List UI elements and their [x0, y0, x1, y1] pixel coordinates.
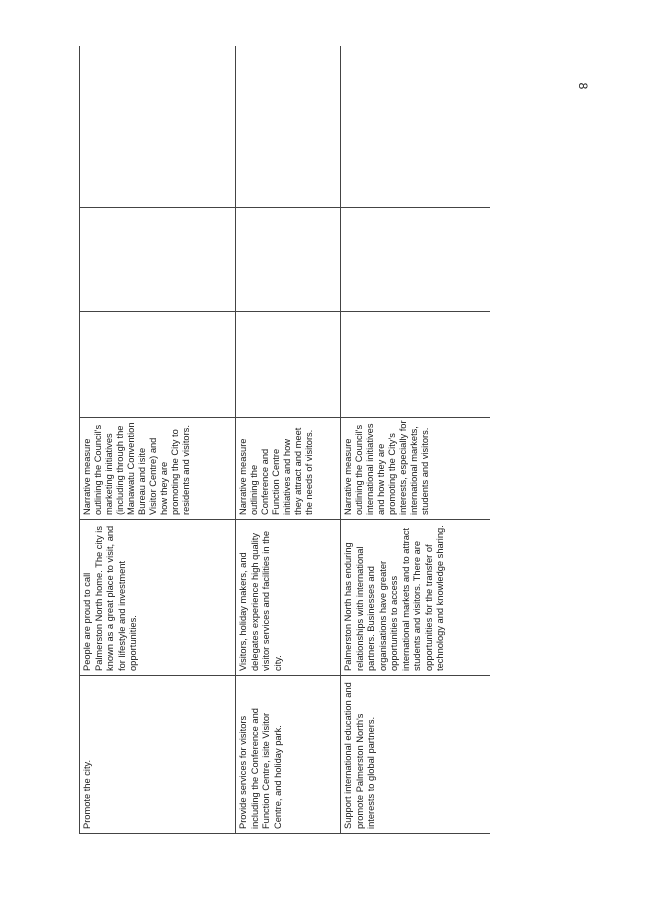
- measure-cell: Narrative measure outlining the Conference and Function Centre initiatives and how they attract and meet the needs of visitors.: [236, 418, 341, 520]
- activity-cell: Provide services for visitors including the Conference and Function Centre, isite Visitor Centre, and holiday park.: [236, 676, 341, 834]
- table-row: [341, 46, 491, 834]
- outcome-cell: Palmerston North has enduring relationships with international partners. Businesses and organisations have greater opportunities to access international markets and to attract students and visitors. There are opportunities for the transfer of technology and knowledge sharing.: [341, 520, 491, 676]
- activity-cell: Support international education and promote Palmerston North's interests to global partners.: [341, 676, 491, 834]
- outcome-cell: Visitors, holiday makers, and delegates experience high quality visitor services and facilities in the city.: [236, 520, 341, 676]
- empty-cell: [341, 312, 491, 418]
- table-container: [79, 46, 490, 834]
- measure-cell: Narrative measure outlining the Council's international initiatives and how they are promoting the City's interests, especially for international markets, students and visitors.: [341, 418, 491, 520]
- empty-cell: [80, 312, 236, 418]
- outcome-cell: People are proud to call Palmerston North home. The city is known as a great place to visit, and for lifestyle and investment opportunities.: [80, 520, 236, 676]
- empty-cell: [236, 46, 341, 208]
- page-number: 8: [576, 82, 590, 90]
- empty-cell: [80, 46, 236, 208]
- measure-cell: Narrative measure outlining the Council's marketing initiatives (including through the Manawatu Convention Bureau and isite Visitor Centre) and how they are promoting the City to residents and visitors.: [80, 418, 236, 520]
- empty-cell: [236, 312, 341, 418]
- table-row: [236, 46, 341, 834]
- empty-cell: [80, 208, 236, 312]
- empty-cell: [341, 208, 491, 312]
- performance-measures-table: [79, 46, 490, 834]
- table-row: [80, 46, 236, 834]
- empty-cell: [341, 46, 491, 208]
- activity-cell: Promote the city.: [80, 676, 236, 834]
- empty-cell: [236, 208, 341, 312]
